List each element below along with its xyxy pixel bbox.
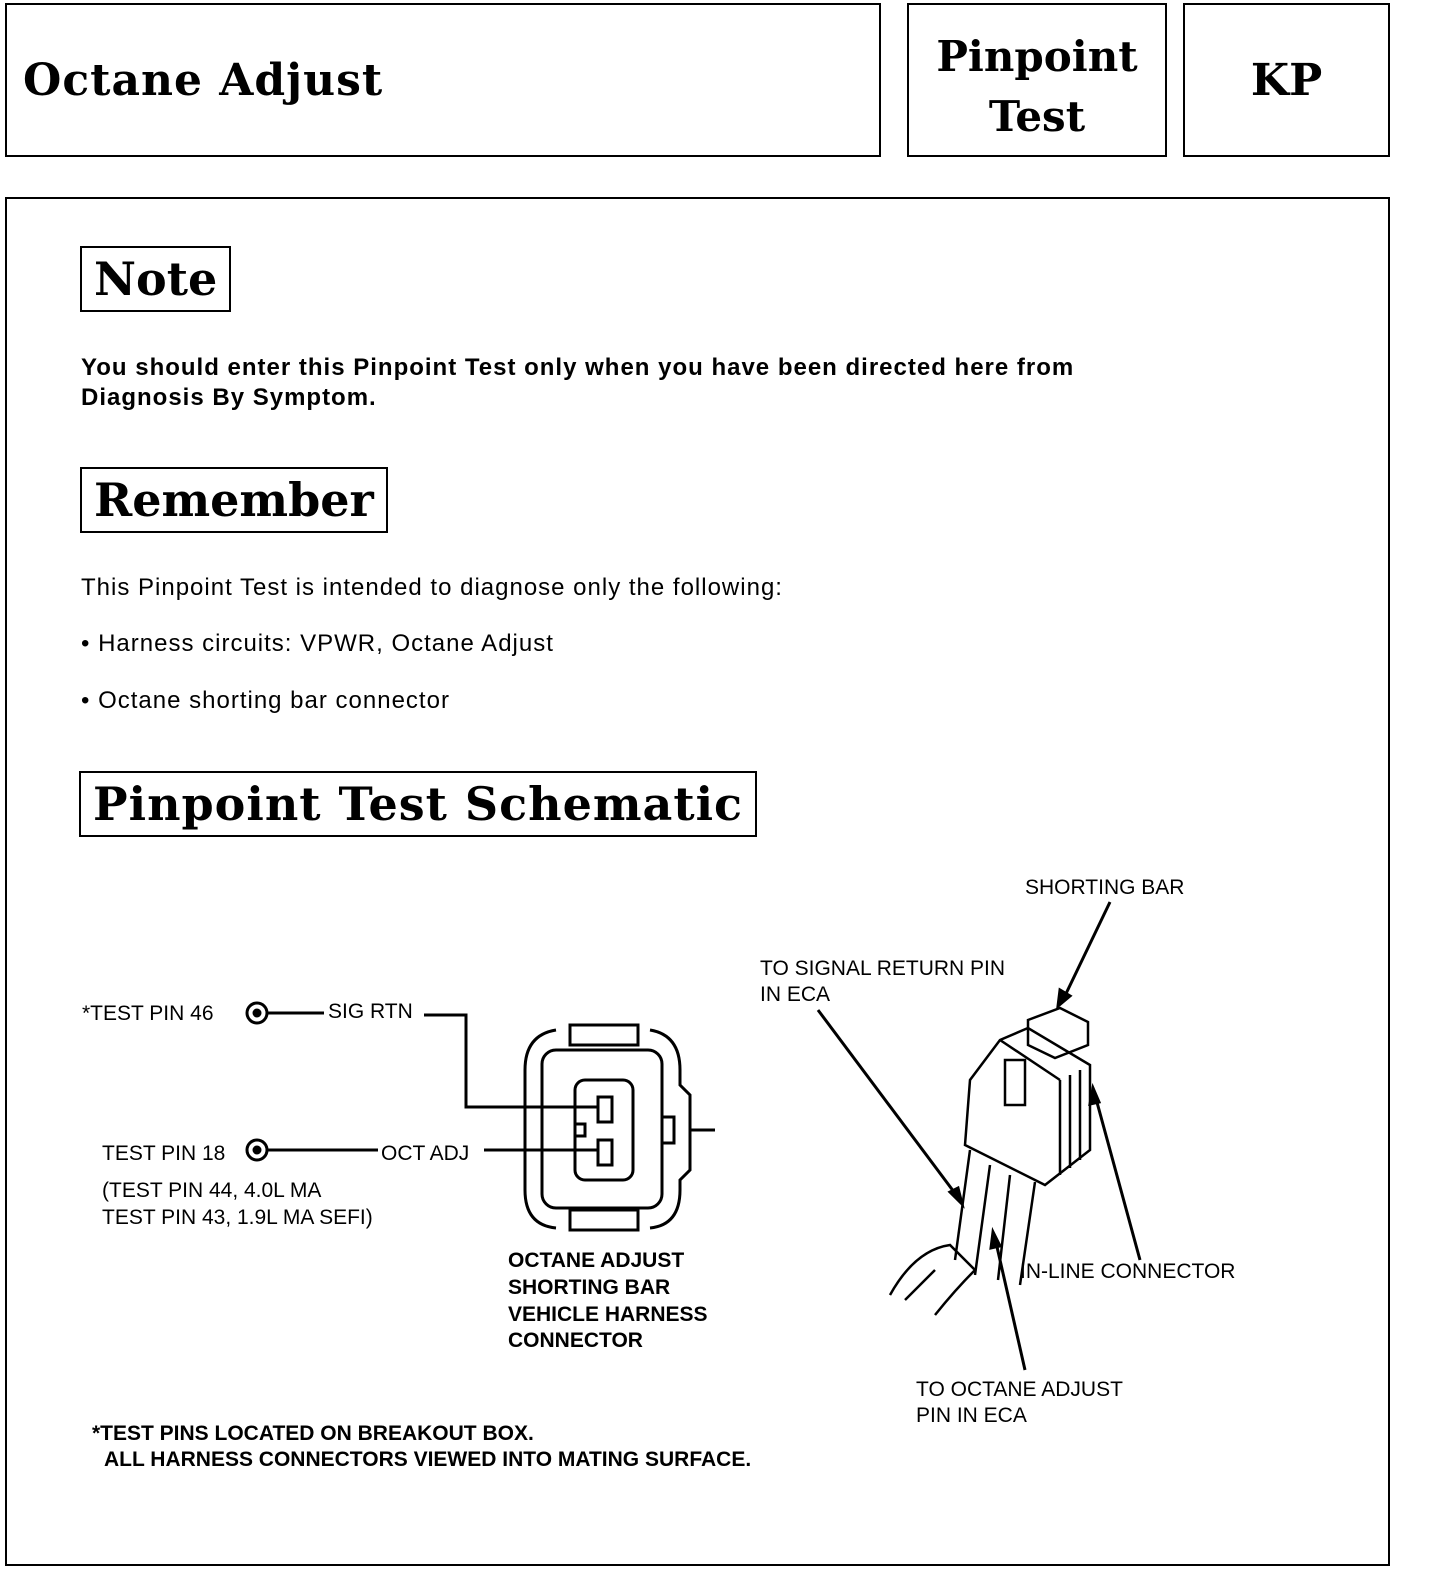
note-line-1: You should enter this Pinpoint Test only when you have been directed here from bbox=[81, 354, 1075, 381]
signal-return-label-1: TO SIGNAL RETURN PIN bbox=[760, 957, 1006, 980]
test-pin-18-label: TEST PIN 18 bbox=[102, 1142, 226, 1165]
signal-return-label-2: IN ECA bbox=[760, 983, 831, 1006]
connector-label-line: CONNECTOR bbox=[508, 1329, 643, 1352]
connector-label-line: OCTANE ADJUST bbox=[508, 1249, 685, 1272]
bullet-text: Harness circuits: VPWR, Octane Adjust bbox=[98, 630, 554, 657]
connector-label-line: VEHICLE HARNESS bbox=[508, 1303, 708, 1326]
shorting-bar-label: SHORTING BAR bbox=[1025, 876, 1185, 899]
note-heading: Note bbox=[80, 246, 231, 312]
alt-pin-line-1: (TEST PIN 44, 4.0L MA bbox=[102, 1179, 322, 1202]
footnote-line-1: *TEST PINS LOCATED ON BREAKOUT BOX. bbox=[92, 1422, 534, 1445]
octane-pin-label-1: TO OCTANE ADJUST bbox=[916, 1378, 1123, 1401]
footnote-line-2: ALL HARNESS CONNECTORS VIEWED INTO MATING SURFACE. bbox=[104, 1448, 752, 1471]
test-code: KP bbox=[1250, 55, 1323, 106]
test-pin-46-label: *TEST PIN 46 bbox=[82, 1002, 214, 1025]
remember-heading: Remember bbox=[80, 467, 388, 533]
connector-label-line: SHORTING BAR bbox=[508, 1276, 671, 1299]
schematic-heading: Pinpoint Test Schematic bbox=[79, 771, 757, 837]
inline-connector-label: IN-LINE CONNECTOR bbox=[1020, 1260, 1236, 1283]
remember-intro: This Pinpoint Test is intended to diagnose only the following: bbox=[81, 574, 783, 601]
page-title: Octane Adjust bbox=[23, 55, 384, 106]
oct-adj-label: OCT ADJ bbox=[381, 1142, 470, 1165]
bullet-item: • Octane shorting bar connector bbox=[81, 687, 450, 714]
note-line-2: Diagnosis By Symptom. bbox=[81, 384, 377, 411]
alt-pin-line-2: TEST PIN 43, 1.9L MA SEFI) bbox=[102, 1206, 373, 1229]
section-line-2: Test bbox=[988, 92, 1086, 141]
sig-rtn-label: SIG RTN bbox=[328, 1000, 413, 1023]
octane-pin-label-2: PIN IN ECA bbox=[916, 1404, 1027, 1427]
section-line-1: Pinpoint bbox=[936, 32, 1138, 81]
harness-connector-icon bbox=[525, 1025, 715, 1230]
bullet-text: Octane shorting bar connector bbox=[98, 687, 450, 714]
bullet-item: • Harness circuits: VPWR, Octane Adjust bbox=[81, 630, 554, 657]
